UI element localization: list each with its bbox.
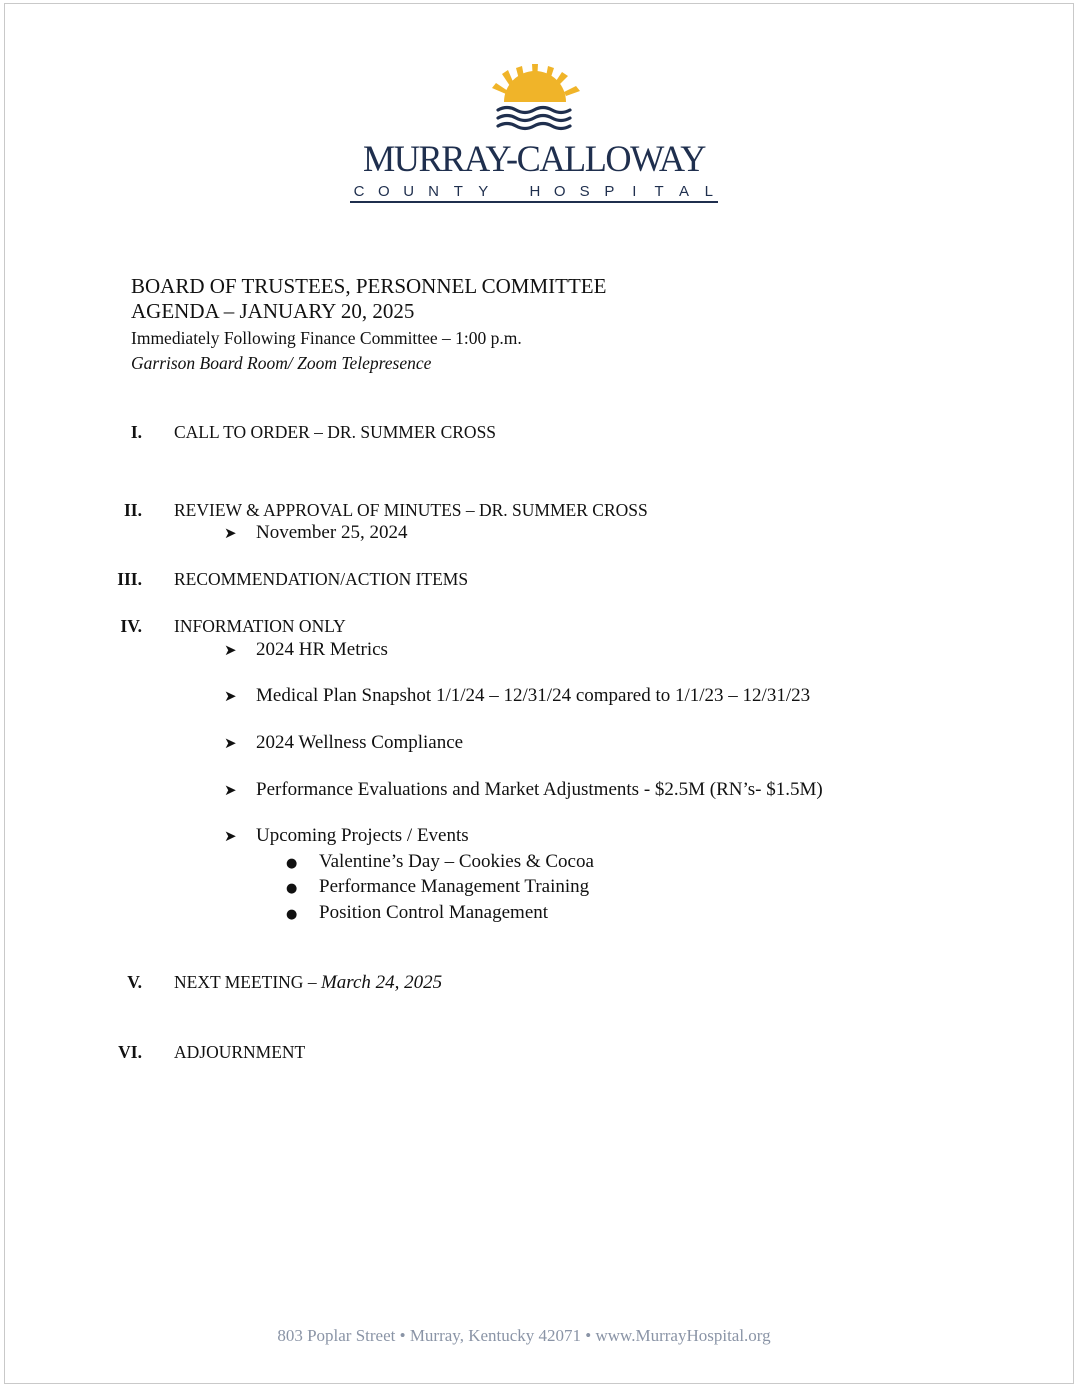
doc-agenda-date: AGENDA – JANUARY 20, 2025 — [131, 299, 415, 323]
bullet-item: ● Performance Management Training — [286, 876, 590, 897]
footer-address: 803 Poplar Street • Murray, Kentucky 42071 • www.MurrayHospital.org — [277, 1326, 771, 1345]
bullet-item: ● Position Control Management — [286, 902, 549, 923]
item-label: REVIEW & APPROVAL OF MINUTES – DR. SUMMER CROSS — [174, 500, 648, 520]
arrow-bullet-icon: ➤ — [224, 734, 237, 752]
arrow-bullet-icon: ➤ — [224, 641, 237, 659]
logo-subtitle: C O U N T Y H O S P I T A L — [350, 180, 718, 203]
item-number: IV. — [120, 616, 142, 636]
item-number: III. — [117, 569, 142, 589]
item-label: INFORMATION ONLY — [174, 616, 346, 636]
item-label: CALL TO ORDER – DR. SUMMER CROSS — [174, 422, 497, 442]
logo-wordmark: MURRAY-CALLOWAY — [363, 139, 705, 180]
next-meeting-date: March 24, 2025 — [320, 972, 443, 993]
bullet-dot-icon: ● — [286, 856, 298, 871]
doc-location: Garrison Board Room/ Zoom Telepresence — [131, 353, 432, 373]
item-number: V. — [127, 972, 142, 992]
bullet-dot-icon: ● — [286, 907, 298, 922]
item-number: VI. — [118, 1042, 142, 1062]
doc-time: Immediately Following Finance Committee – 1:00 p.m. — [131, 328, 522, 348]
item-label: NEXT MEETING – March 24, 2025 — [174, 972, 443, 993]
doc-title: BOARD OF TRUSTEES, PERSONNEL COMMITTEE — [131, 274, 607, 298]
sub-item: ➤ November 25, 2024 — [224, 522, 408, 543]
arrow-bullet-icon: ➤ — [224, 524, 237, 542]
bullet-item: ● Valentine’s Day – Cookies & Cocoa — [286, 851, 594, 872]
sub-item: ➤ Upcoming Projects / Events — [224, 825, 469, 846]
item-number: II. — [124, 500, 142, 520]
item-number: I. — [130, 422, 142, 442]
hospital-logo — [350, 62, 718, 206]
arrow-bullet-icon: ➤ — [224, 687, 237, 705]
item-label: RECOMMENDATION/ACTION ITEMS — [174, 569, 469, 589]
sun-waves-logo-icon — [490, 62, 582, 134]
item-label: ADJOURNMENT — [174, 1042, 306, 1062]
bullet-dot-icon: ● — [286, 881, 298, 896]
sub-item: ➤ Medical Plan Snapshot 1/1/24 – 12/31/24 compared to 1/1/23 – 12/31/23 — [224, 685, 811, 706]
arrow-bullet-icon: ➤ — [224, 781, 237, 799]
arrow-bullet-icon: ➤ — [224, 827, 237, 845]
sub-item: ➤ 2024 Wellness Compliance — [224, 732, 464, 753]
sub-item: ➤ Performance Evaluations and Market Adjustments - $2.5M (RN’s- $1.5M) — [224, 779, 823, 800]
sub-item: ➤ 2024 HR Metrics — [224, 639, 388, 660]
